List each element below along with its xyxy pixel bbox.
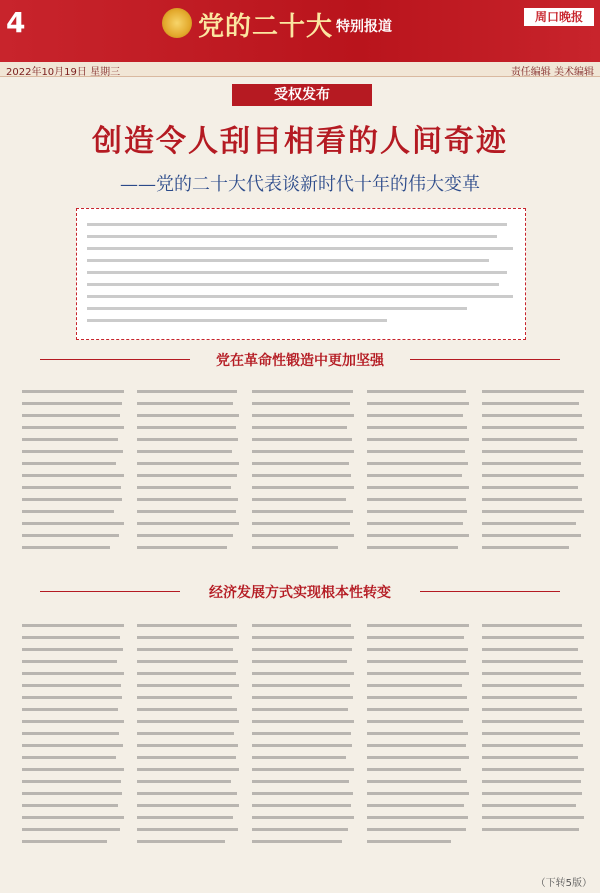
section-header-1	[0, 350, 600, 368]
column-7	[137, 624, 242, 859]
lead-content	[87, 219, 515, 329]
column-6	[22, 624, 127, 859]
column-1	[22, 390, 127, 565]
subheadline: ——党的二十大代表谈新时代十年的伟大变革	[120, 174, 480, 195]
kicker: 受权发布	[232, 84, 372, 106]
column-9	[367, 624, 472, 859]
continued-note: （下转5版）	[535, 878, 592, 889]
special-subtitle: 特别报道	[336, 19, 392, 35]
editor-line: 责任编辑 美术编辑	[510, 67, 594, 78]
special-title: 党的二十大	[198, 12, 334, 42]
lead-lines	[87, 219, 515, 329]
date-line: 2022年10月19日 星期三	[6, 67, 121, 78]
column-10	[482, 624, 587, 859]
column-4	[367, 390, 472, 565]
column-3	[252, 390, 357, 565]
page-number: 4	[6, 6, 26, 39]
party-emblem-icon	[162, 8, 192, 38]
section-header-2	[0, 582, 600, 600]
headline: 创造令人刮目相看的人间奇迹	[92, 124, 508, 159]
column-8	[252, 624, 357, 859]
section-title-2: 经济发展方式实现根本性转变	[209, 585, 391, 601]
date-bar	[0, 62, 600, 77]
column-2	[137, 390, 242, 565]
lead-box	[76, 208, 526, 340]
masthead-logo: 周口晚报	[524, 8, 594, 26]
column-5	[482, 390, 587, 565]
section-title-1: 党在革命性锻造中更加坚强	[216, 353, 384, 369]
top-banner	[0, 0, 600, 62]
